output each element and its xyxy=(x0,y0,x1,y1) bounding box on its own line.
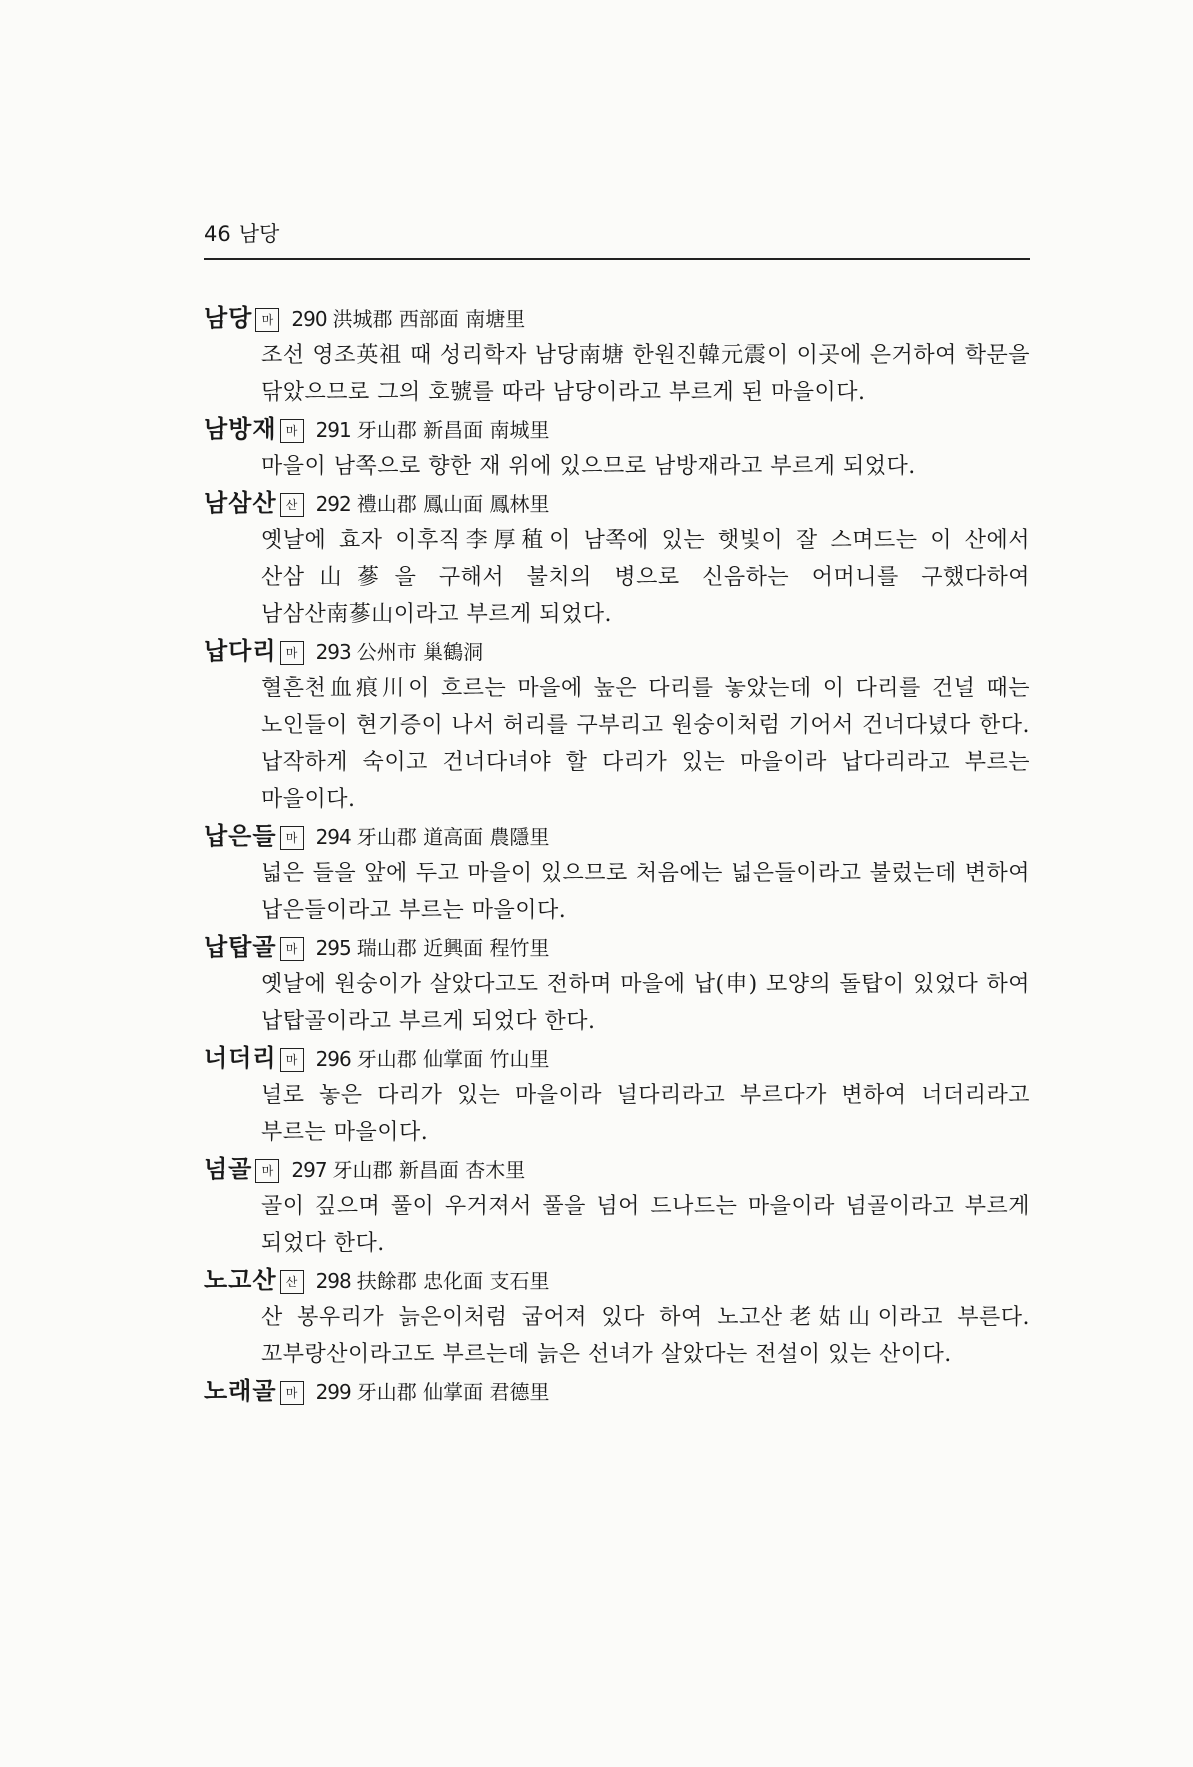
entry-name: 남당 xyxy=(204,304,253,332)
entry-head xyxy=(204,1040,1030,1077)
entry-index: 295 xyxy=(315,936,351,960)
category-badge: 산 xyxy=(280,493,304,517)
running-title: 남당 xyxy=(238,222,280,246)
entry-name: 노래골 xyxy=(204,1377,277,1405)
entry-index: 297 xyxy=(291,1158,327,1182)
entry-name: 너더리 xyxy=(204,1044,277,1072)
category-badge: 마 xyxy=(280,826,304,850)
entry-text: 마을이 남쪽으로 향한 재 위에 있으므로 남방재라고 부르게 되었다. xyxy=(261,454,916,479)
entry-name: 납다리 xyxy=(204,637,277,665)
entry-index: 290 xyxy=(291,307,327,331)
entry-index: 298 xyxy=(315,1269,351,1293)
entry-text: 널로 놓은 다리가 있는 마을이라 널다리라고 부르다가 변하여 너더리라고 부르는 마을이다. xyxy=(261,1083,1030,1145)
entry xyxy=(204,929,1030,1040)
entry-text: 혈흔천血痕川이 흐르는 마을에 높은 다리를 놓았는데 이 다리를 건널 때는 노인들이 현기증이 나서 허리를 구부리고 원숭이처럼 기어서 건너다녔다 한다. 납작하게 숙이고 건너다녀야 할 다리가 있는 마을이라 납다리라고 부르는 마을이다. xyxy=(261,676,1030,812)
entry-index: 294 xyxy=(315,825,351,849)
category-badge: 마 xyxy=(280,1048,304,1072)
entry xyxy=(204,1373,1030,1410)
entry-name: 노고산 xyxy=(204,1266,277,1294)
entry-head xyxy=(204,411,1030,448)
entry-index: 292 xyxy=(315,492,351,516)
entry-name: 남삼산 xyxy=(204,489,277,517)
entry-index: 293 xyxy=(315,640,351,664)
entry-address: 牙山郡 仙掌面 竹山里 xyxy=(356,1047,550,1071)
entry-address: 牙山郡 仙掌面 君德里 xyxy=(356,1380,550,1404)
entry-address: 禮山郡 鳳山面 鳳林里 xyxy=(356,492,550,516)
category-badge: 마 xyxy=(280,641,304,665)
entry xyxy=(204,300,1030,411)
category-badge: 산 xyxy=(280,1270,304,1294)
entry-address: 洪城郡 西部面 南塘里 xyxy=(332,307,526,331)
entry xyxy=(204,818,1030,929)
entry-address: 牙山郡 新昌面 南城里 xyxy=(356,418,550,442)
category-badge: 마 xyxy=(280,1381,304,1405)
page-number: 46 xyxy=(204,222,231,246)
entry-index: 299 xyxy=(315,1380,351,1404)
category-badge: 마 xyxy=(280,937,304,961)
entry-index: 296 xyxy=(315,1047,351,1071)
entry-address: 牙山郡 道高面 農隱里 xyxy=(356,825,550,849)
entry xyxy=(204,1040,1030,1151)
entry-list xyxy=(204,300,1030,1410)
entry-text: 넓은 들을 앞에 두고 마을이 있으므로 처음에는 넓은들이라고 불렀는데 변하여 납은들이라고 부르는 마을이다. xyxy=(261,861,1030,923)
entry-index: 291 xyxy=(315,418,351,442)
entry-head xyxy=(204,1151,1030,1188)
entry-text: 조선 영조英祖 때 성리학자 남당南塘 한원진韓元震이 이곳에 은거하여 학문을 닦았으므로 그의 호號를 따라 남당이라고 부르게 된 마을이다. xyxy=(261,343,1030,405)
entry-head xyxy=(204,818,1030,855)
entry-name: 넘골 xyxy=(204,1155,253,1183)
entry-text: 골이 깊으며 풀이 우거져서 풀을 넘어 드나드는 마을이라 넘골이라고 부르게 되었다 한다. xyxy=(261,1194,1030,1256)
entry-address: 瑞山郡 近興面 程竹里 xyxy=(356,936,550,960)
entry xyxy=(204,485,1030,633)
entry-text: 산 봉우리가 늙은이처럼 굽어져 있다 하여 노고산老姑山이라고 부른다. 꼬부랑산이라고도 부르는데 늙은 선녀가 살았다는 전설이 있는 산이다. xyxy=(261,1305,1030,1367)
entry xyxy=(204,1262,1030,1373)
entry-head xyxy=(204,485,1030,522)
entry-head xyxy=(204,633,1030,670)
entry-text: 옛날에 효자 이후직李厚稙이 남쪽에 있는 햇빛이 잘 스며드는 이 산에서 산삼山蔘을 구해서 불치의 병으로 신음하는 어머니를 구했다하여 남삼산南蔘山이라고 부르게 되었다. xyxy=(261,528,1030,627)
category-badge: 마 xyxy=(255,308,279,332)
entry-head xyxy=(204,300,1030,337)
entry-name: 남방재 xyxy=(204,415,277,443)
category-badge: 마 xyxy=(280,419,304,443)
entry-name: 납탑골 xyxy=(204,933,277,961)
entry-text: 옛날에 원숭이가 살았다고도 전하며 마을에 납(申) 모양의 돌탑이 있었다 하여 납탑골이라고 부르게 되었다 한다. xyxy=(261,972,1030,1034)
entry xyxy=(204,1151,1030,1262)
entry-head xyxy=(204,929,1030,966)
entry-address: 牙山郡 新昌面 杏木里 xyxy=(332,1158,526,1182)
entry xyxy=(204,411,1030,485)
entry-head xyxy=(204,1373,1030,1410)
entry xyxy=(204,633,1030,818)
category-badge: 마 xyxy=(255,1159,279,1183)
entry-address: 扶餘郡 忠化面 支石里 xyxy=(356,1269,550,1293)
page-header xyxy=(204,218,1030,260)
entry-head xyxy=(204,1262,1030,1299)
entry-address: 公州市 巢鶴洞 xyxy=(356,640,484,664)
entry-name: 납은들 xyxy=(204,822,277,850)
